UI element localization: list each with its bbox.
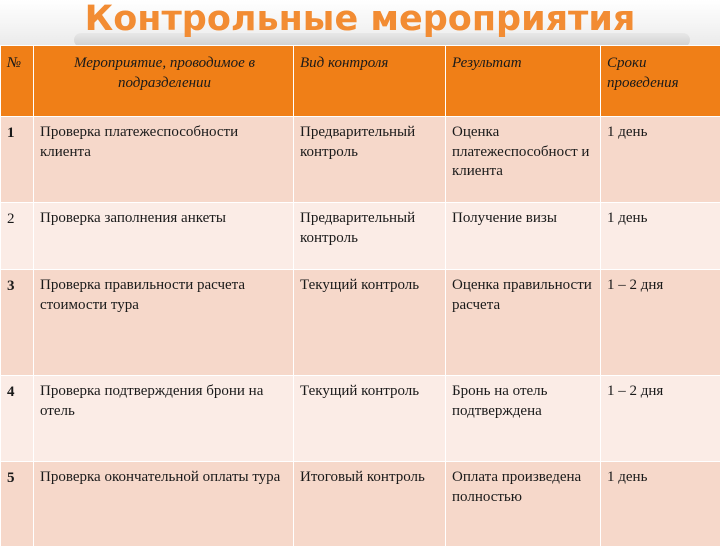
row-event: Проверка подтверждения брони на отель xyxy=(34,376,294,462)
row-num: 1 xyxy=(1,117,34,203)
row-event: Проверка заполнения анкеты xyxy=(34,203,294,270)
row-control-type: Предварительный контроль xyxy=(294,117,446,203)
table-row xyxy=(1,376,720,462)
header-num: № xyxy=(1,46,34,117)
table-row xyxy=(1,462,720,547)
header-event: Мероприятие, проводимое в подразделении xyxy=(34,46,294,117)
row-time: 1 – 2 дня xyxy=(601,270,720,376)
row-event: Проверка платежеспособности клиента xyxy=(34,117,294,203)
row-time: 1 день xyxy=(601,462,720,547)
row-control-type: Текущий контроль xyxy=(294,270,446,376)
row-control-type: Предварительный контроль xyxy=(294,203,446,270)
page-title: Контрольные мероприятия xyxy=(0,0,720,40)
row-num: 2 xyxy=(1,203,34,270)
row-event: Проверка окончательной оплаты тура xyxy=(34,462,294,547)
table-row xyxy=(1,270,720,376)
row-control-type: Текущий контроль xyxy=(294,376,446,462)
row-result: Оценка платежеспособност и клиента xyxy=(446,117,601,203)
row-result: Оценка правильности расчета xyxy=(446,270,601,376)
control-measures-table xyxy=(0,45,720,547)
row-time: 1 – 2 дня xyxy=(601,376,720,462)
row-result: Оплата произведена полностью xyxy=(446,462,601,547)
row-num: 3 xyxy=(1,270,34,376)
table-row xyxy=(1,117,720,203)
row-time: 1 день xyxy=(601,117,720,203)
row-num: 4 xyxy=(1,376,34,462)
row-control-type: Итоговый контроль xyxy=(294,462,446,547)
header-time: Сроки проведения xyxy=(601,46,720,117)
row-result: Получение визы xyxy=(446,203,601,270)
row-num: 5 xyxy=(1,462,34,547)
row-result: Бронь на отель подтверждена xyxy=(446,376,601,462)
header-control-type: Вид контроля xyxy=(294,46,446,117)
row-time: 1 день xyxy=(601,203,720,270)
header-row xyxy=(1,46,720,117)
row-event: Проверка правильности расчета стоимости тура xyxy=(34,270,294,376)
table-row xyxy=(1,203,720,270)
header-result: Результат xyxy=(446,46,601,117)
